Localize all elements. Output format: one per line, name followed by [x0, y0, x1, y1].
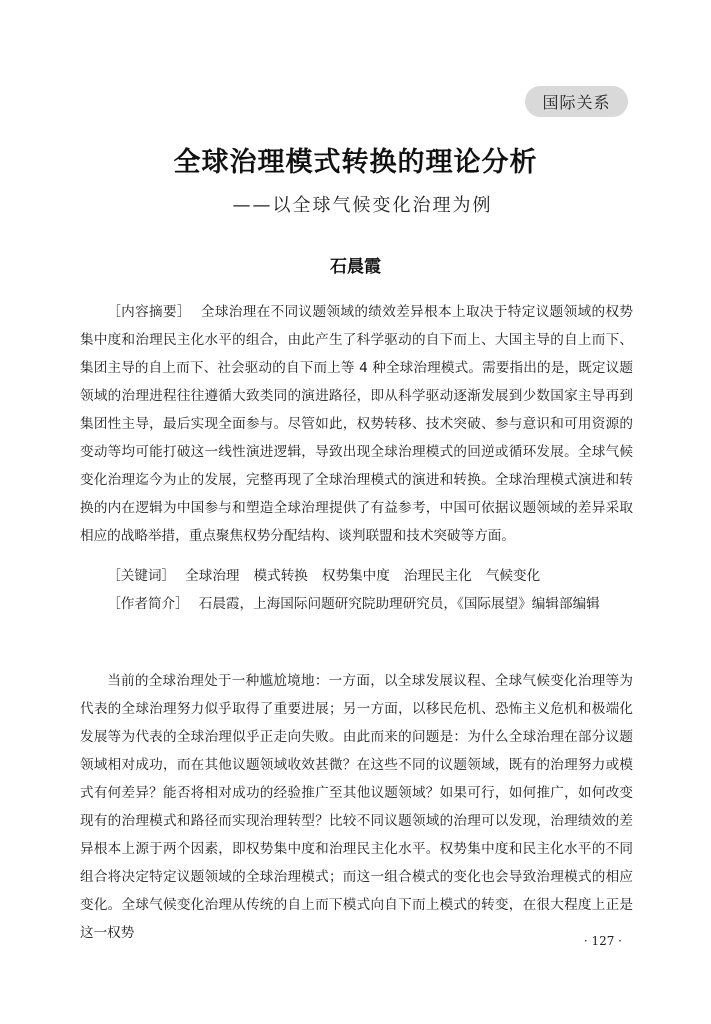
page-number: · 127 · — [583, 934, 622, 948]
article-subtitle: ——以全球气候变化治理为例 — [232, 195, 493, 216]
author-bio — [80, 590, 633, 618]
abstract-label: ［内容摘要］ — [107, 304, 191, 320]
keywords-label: ［关键词］ — [107, 568, 176, 584]
author-bio-text: 石晨霞，上海国际问题研究院助理研究员，《国际展望》编辑部编辑 — [198, 596, 600, 612]
abstract — [80, 298, 633, 550]
author-bio-label: ［作者简介］ — [107, 596, 189, 612]
keyword: 全球治理 — [185, 568, 240, 584]
keyword: 权势集中度 — [321, 568, 390, 584]
keywords — [80, 562, 633, 590]
section-tag: 国际关系 — [525, 86, 628, 117]
body-text — [80, 667, 633, 947]
keyword: 气候变化 — [485, 568, 541, 584]
keyword: 模式转换 — [253, 568, 308, 584]
abstract-text: 全球治理在不同议题领域的绩效差异根本上取决于特定议题领域的权势集中度和治理民主化水平的组合，由此产生了科学驱动的自下而上、大国主导的自上而下、集团主导的自上而下、社会驱动的自下而上等 4 种全球治理模式。需要指出的是，既定议题领域的治理进程往往遵循大致类同的演进路径，即从科学驱动逐渐发展到少数国家主导再到集团性主导，最后实现全面参与。尽管如此，权势转移、技术突破、参与意识和可用资源的变动等均可能打破这一线性演进逻辑，导致出现全球治理模式的回逆或循环发展。全球气候变化治理迄今为止的发展，完整再现了全球治理模式的演进和转换。全球治理模式演进和转换的内在逻辑为中国参与和塑造全球治理提供了有益参考，中国可依据议题领域的差异采取相应的战略举措，重点聚焦权势分配结构、谈判联盟和技术突破等方面。 — [80, 304, 633, 544]
article-title: 全球治理模式转换的理论分析 — [173, 147, 538, 178]
article-author: 石晨霞 — [330, 257, 381, 277]
keyword: 治理民主化 — [403, 568, 472, 584]
body-paragraph: 当前的全球治理处于一种尴尬境地：一方面，以全球发展议程、全球气候变化治理等为代表的全球治理努力似乎取得了重要进展；另一方面，以移民危机、恐怖主义危机和极端化发展等为代表的全球治理似乎正走向失败。由此而来的问题是：为什么全球治理在部分议题领域相对成功，而在其他议题领域收效甚微？在这些不同的议题领域，既有的治理努力或模式有何差异？能否将相对成功的经验推广至其他议题领域？如果可行，如何推广，如何改变现有的治理模式和路径而实现治理转型？比较不同议题领域的治理可以发现，治理绩效的差异根本上源于两个因素，即权势集中度和治理民主化水平。权势集中度和民主化水平的不同组合将决定特定议题领域的全球治理模式；而这一组合模式的变化也会导致治理模式的相应变化。全球气候变化治理从传统的自上而下模式向自下而上模式的转变，在很大程度上正是这一权势 — [80, 673, 633, 941]
